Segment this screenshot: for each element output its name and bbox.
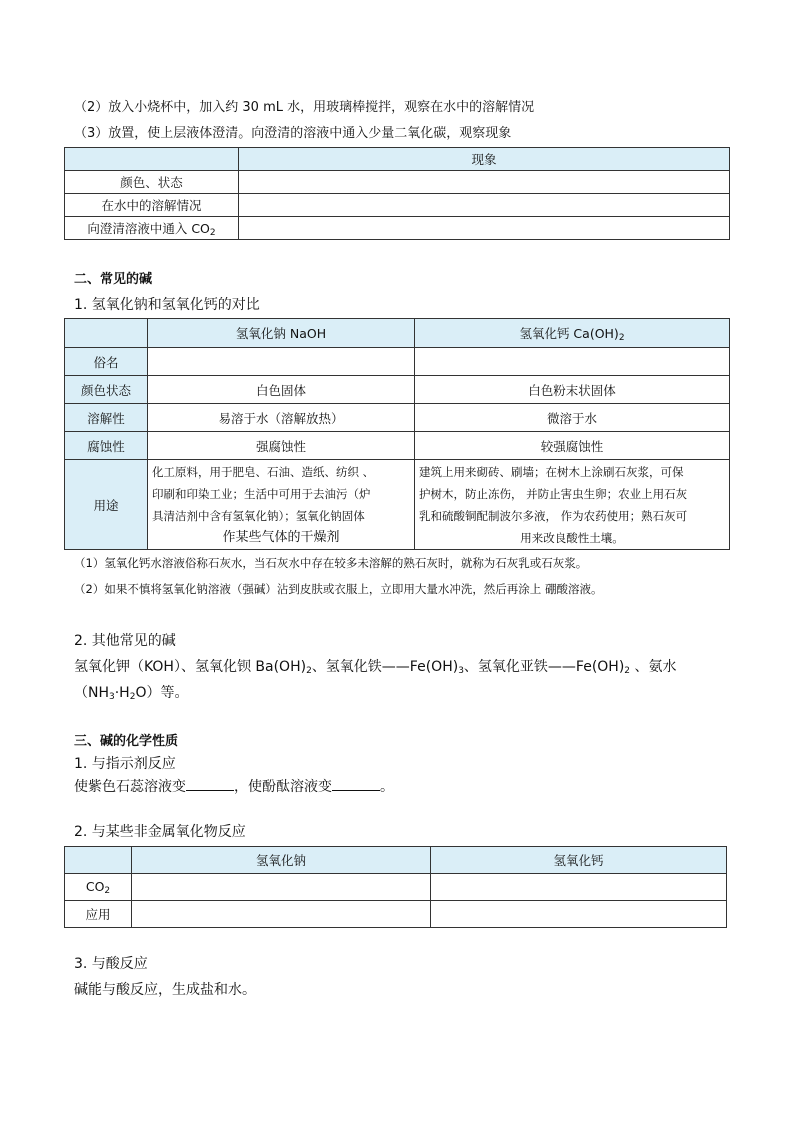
table-row — [65, 171, 730, 194]
table-header-cell: 氢氧化钠 — [132, 847, 431, 874]
table-cell: 强腐蚀性 — [148, 432, 415, 460]
table-cell: 易溶于水（溶解放热） — [148, 404, 415, 432]
formula-text: 、氨水 — [630, 659, 677, 675]
table-row — [65, 874, 727, 901]
table-cell: 颜色、状态 — [65, 171, 239, 194]
table-cell-text: CO — [85, 878, 105, 894]
base-comparison-table — [64, 318, 730, 550]
formula-text: ·H — [114, 685, 130, 701]
fill-blank[interactable] — [186, 778, 234, 791]
usage-line: 作某些气体的干燥剂 — [222, 529, 340, 545]
table-row — [65, 319, 730, 348]
table-cell[interactable] — [239, 194, 730, 217]
table-header-cell — [415, 319, 730, 348]
table-row — [65, 148, 730, 171]
table-cell[interactable] — [415, 348, 730, 376]
usage-line: 用来改良酸性土壤。 — [520, 530, 624, 545]
table-cell[interactable] — [239, 217, 730, 240]
subscript: 2 — [624, 666, 631, 676]
step3-text: （3）放置，使上层液体澄清。向澄清的溶液中通入少量二氧化碳，观察现象 — [74, 126, 512, 141]
note-2: （2）如果不慎将氢氧化钠溶液（强碱）沾到皮肤或衣服上，立即用大量水冲洗，然后再涂上 硼酸溶液。 — [74, 582, 603, 596]
formula-text: 、氢氧化亚铁——Fe(OH) — [463, 659, 625, 675]
table-row — [65, 432, 730, 460]
table-row — [65, 348, 730, 376]
subsection-title: 2. 与某些非金属氧化物反应 — [74, 824, 246, 840]
other-bases-line-1 — [74, 658, 676, 680]
acid-reaction-text: 碱能与酸反应，生成盐和水。 — [74, 982, 256, 998]
table-row-header: 应用 — [65, 901, 132, 928]
table-row — [65, 217, 730, 240]
subscript: 3 — [109, 692, 115, 702]
subsection-title: 1. 氢氧化钠和氢氧化钙的对比 — [74, 297, 260, 313]
table-cell[interactable] — [431, 874, 727, 901]
fill-blank[interactable] — [332, 778, 380, 791]
subsection-title: 3. 与酸反应 — [74, 956, 148, 972]
table-row-header: 俗名 — [65, 348, 148, 376]
table-cell: 白色固体 — [148, 376, 415, 404]
table-header-cell — [65, 319, 148, 348]
table-cell[interactable] — [132, 901, 431, 928]
table-row-header: 用途 — [65, 460, 148, 550]
formula-text: 、氢氧化铁——Fe(OH) — [311, 659, 459, 675]
subscript: 2 — [306, 666, 312, 676]
table-row-header: 腐蚀性 — [65, 432, 148, 460]
table-cell[interactable] — [431, 901, 727, 928]
usage-line: 护树木，防止冻伤， 并防止害虫生卵；农业上用石灰 — [419, 486, 688, 501]
subscript: 2 — [129, 692, 136, 702]
table-cell: 较强腐蚀性 — [415, 432, 730, 460]
oxide-reaction-table — [64, 846, 727, 928]
table-row — [65, 901, 727, 928]
table-header-cell: 氢氧化钙 — [431, 847, 727, 874]
usage-naoh-cell — [148, 460, 415, 550]
sentence-text: ，使酚酞溶液变 — [234, 779, 332, 795]
usage-line: 建筑上用来砌砖、刷墙；在树木上涂刷石灰浆，可保 — [419, 464, 684, 479]
subscript: 2 — [618, 332, 625, 343]
table-cell[interactable] — [148, 348, 415, 376]
table-header-cell: 现象 — [239, 148, 730, 171]
subsection-title: 1. 与指示剂反应 — [74, 756, 176, 772]
usage-line: 化工原料，用于肥皂、石油、造纸、纺织 、 — [152, 464, 375, 479]
indicator-sentence — [74, 778, 394, 796]
usage-line: 具清洁剂中含有氢氧化钠）；氢氧化钠固体 — [152, 508, 365, 523]
subsection-title: 2. 其他常见的碱 — [74, 633, 176, 649]
table-cell-text: 向澄清溶液中通入 CO — [87, 220, 210, 236]
table-header-text: 氢氧化钙 Ca(OH) — [519, 325, 619, 341]
other-bases-line-2 — [74, 684, 188, 706]
subscript: 2 — [104, 885, 111, 896]
step2-text: （2）放入小烧杯中，加入约 30 mL 水，用玻璃棒搅拌，观察在水中的溶解情况 — [74, 100, 535, 115]
table-row — [65, 460, 730, 550]
table-header-cell — [65, 148, 239, 171]
formula-text: （NH — [74, 685, 109, 701]
table-cell[interactable] — [239, 171, 730, 194]
table-row — [65, 376, 730, 404]
table-cell[interactable] — [132, 874, 431, 901]
subscript: 3 — [458, 666, 464, 676]
sentence-text: 。 — [380, 779, 394, 795]
section-title: 二、常见的碱 — [74, 272, 153, 287]
usage-line: 印刷和印染工业；生活中可用于去油污（炉 — [152, 486, 371, 501]
observation-table — [64, 147, 730, 240]
table-row — [65, 194, 730, 217]
table-row-header: 颜色状态 — [65, 376, 148, 404]
sentence-text: 使紫色石蕊溶液变 — [74, 779, 186, 795]
note-1: （1）氢氧化钙水溶液俗称石灰水，当石灰水中存在较多未溶解的熟石灰时，就称为石灰乳或石灰浆。 — [74, 556, 588, 570]
table-cell: 微溶于水 — [415, 404, 730, 432]
section-title: 三、碱的化学性质 — [74, 734, 179, 749]
table-header-cell: 氢氧化钠 NaOH — [148, 319, 415, 348]
table-row-header — [65, 874, 132, 901]
subscript: 2 — [209, 227, 216, 238]
table-row — [65, 847, 727, 874]
table-row-header: 溶解性 — [65, 404, 148, 432]
formula-text: 氢氧化钾（KOH）、氢氧化钡 Ba(OH) — [74, 659, 307, 675]
table-header-cell — [65, 847, 132, 874]
table-cell — [65, 217, 239, 240]
usage-line: 乳和硫酸铜配制波尔多液， 作为农药使用；熟石灰可 — [419, 508, 688, 523]
table-cell: 白色粉末状固体 — [415, 376, 730, 404]
table-row — [65, 404, 730, 432]
table-cell: 在水中的溶解情况 — [65, 194, 239, 217]
usage-caoh-cell — [415, 460, 730, 550]
formula-text: O）等。 — [135, 685, 189, 701]
